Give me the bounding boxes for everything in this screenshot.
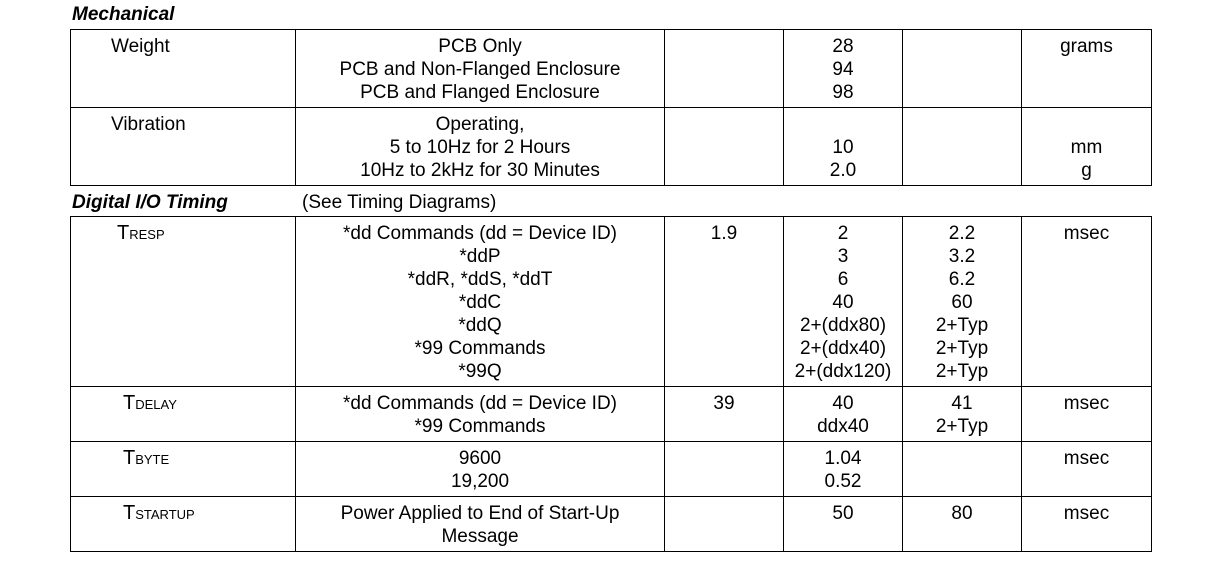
units-cell xyxy=(1022,497,1152,552)
max-value-cell-line: 2+Typ xyxy=(935,416,989,437)
conditions-cell-line: Operating, xyxy=(435,114,525,135)
parameter-subscript: BYTE xyxy=(135,452,170,467)
units-cell-line: grams xyxy=(1060,36,1113,57)
max-value-cell-line: 6.2 xyxy=(948,269,976,290)
min-value-cell xyxy=(665,30,784,108)
mechanical-spec-table xyxy=(70,29,1152,186)
parameter-cell xyxy=(71,497,296,552)
conditions-cell-line: Message xyxy=(441,526,519,547)
table-row xyxy=(71,217,1152,387)
typ-value-cell-line: 10 xyxy=(832,137,854,158)
max-value-cell-line: 60 xyxy=(951,292,973,313)
parameter-subscript: RESP xyxy=(129,227,165,242)
typ-value-cell xyxy=(784,442,903,497)
max-value-cell-line: 41 xyxy=(951,393,973,414)
units-cell xyxy=(1022,442,1152,497)
units-cell-line: msec xyxy=(1063,448,1110,469)
table-row xyxy=(71,442,1152,497)
typ-value-cell xyxy=(784,108,903,186)
conditions-cell-line: PCB Only xyxy=(438,36,522,57)
conditions-cell-line: *ddQ xyxy=(458,315,502,336)
typ-value-cell-line: 94 xyxy=(832,59,854,80)
conditions-cell xyxy=(296,387,665,442)
conditions-cell xyxy=(296,217,665,387)
max-value-cell xyxy=(903,387,1022,442)
table-row xyxy=(71,497,1152,552)
units-cell-line: msec xyxy=(1063,393,1110,414)
units-cell-line: mm xyxy=(1070,137,1103,158)
parameter-subscript: STARTUP xyxy=(135,507,195,522)
units-cell xyxy=(1022,108,1152,186)
parameter-subscript: DELAY xyxy=(135,397,177,412)
max-value-cell-line: 2+Typ xyxy=(935,338,989,359)
typ-value-cell-line: 2.0 xyxy=(829,160,857,181)
parameter-cell xyxy=(71,30,296,108)
parameter-cell xyxy=(71,387,296,442)
max-value-cell xyxy=(903,30,1022,108)
conditions-cell-line: *ddR, *ddS, *ddT xyxy=(407,269,553,290)
max-value-cell xyxy=(903,442,1022,497)
parameter-cell xyxy=(71,108,296,186)
min-value-cell xyxy=(665,387,784,442)
parameter-cell xyxy=(71,217,296,387)
units-cell xyxy=(1022,30,1152,108)
parameter-cell xyxy=(71,442,296,497)
typ-value-cell-line: 0.52 xyxy=(824,471,862,492)
typ-value-cell xyxy=(784,30,903,108)
typ-value-cell-line: 40 xyxy=(832,292,854,313)
conditions-cell xyxy=(296,442,665,497)
max-value-cell xyxy=(903,497,1022,552)
conditions-cell-line: *ddP xyxy=(459,246,501,267)
typ-value-cell xyxy=(784,387,903,442)
conditions-cell xyxy=(296,497,665,552)
conditions-cell-line: *dd Commands (dd = Device ID) xyxy=(342,223,618,244)
parameter-symbol: T xyxy=(117,222,130,244)
min-value-cell xyxy=(665,497,784,552)
conditions-cell-line: *99 Commands xyxy=(414,338,546,359)
min-value-cell xyxy=(665,108,784,186)
units-cell-line: msec xyxy=(1063,503,1110,524)
conditions-cell-line: *99 Commands xyxy=(414,416,546,437)
units-cell-line: g xyxy=(1081,160,1092,181)
timing-diagrams-note: (See Timing Diagrams) xyxy=(302,192,497,213)
conditions-cell xyxy=(296,108,665,186)
typ-value-cell-line: 1.04 xyxy=(824,448,862,469)
conditions-cell-line: *dd Commands (dd = Device ID) xyxy=(342,393,618,414)
parameter-name: Weight xyxy=(111,36,170,57)
parameter-symbol: T xyxy=(123,447,136,469)
table-row xyxy=(71,108,1152,186)
conditions-cell-line: PCB and Flanged Enclosure xyxy=(360,82,600,103)
min-value-cell-line: 39 xyxy=(713,393,735,414)
max-value-cell-line: 2+Typ xyxy=(935,361,989,382)
min-value-cell-line: 1.9 xyxy=(710,223,738,244)
conditions-cell-line: PCB and Non-Flanged Enclosure xyxy=(339,59,621,80)
section-heading-digital-io-timing: Digital I/O Timing xyxy=(72,192,228,213)
max-value-cell-line: 80 xyxy=(951,503,973,524)
typ-value-cell-line: 2+(ddx40) xyxy=(799,338,887,359)
conditions-cell-line: 5 to 10Hz for 2 Hours xyxy=(389,137,571,158)
min-value-cell xyxy=(665,217,784,387)
typ-value-cell-line: 2+(ddx120) xyxy=(794,361,892,382)
max-value-cell xyxy=(903,217,1022,387)
typ-value-cell-line: 2+(ddx80) xyxy=(799,315,887,336)
max-value-cell-line: 2+Typ xyxy=(935,315,989,336)
min-value-cell xyxy=(665,442,784,497)
conditions-cell-line: *99Q xyxy=(458,361,502,382)
parameter-symbol: T xyxy=(123,392,136,414)
table-row xyxy=(71,387,1152,442)
units-cell-line: msec xyxy=(1063,223,1110,244)
conditions-cell-line: 10Hz to 2kHz for 30 Minutes xyxy=(360,160,600,181)
section-heading-mechanical: Mechanical xyxy=(72,4,175,25)
units-cell xyxy=(1022,217,1152,387)
typ-value-cell-line: 50 xyxy=(832,503,854,524)
typ-value-cell-line: ddx40 xyxy=(817,416,869,437)
typ-value-cell-line: 40 xyxy=(832,393,854,414)
typ-value-cell-line: 2 xyxy=(837,223,849,244)
conditions-cell-line: 19,200 xyxy=(450,471,510,492)
units-cell xyxy=(1022,387,1152,442)
conditions-cell xyxy=(296,30,665,108)
typ-value-cell-line: 6 xyxy=(837,269,849,290)
typ-value-cell-line: 98 xyxy=(832,82,854,103)
conditions-cell-line: 9600 xyxy=(458,448,502,469)
typ-value-cell-line xyxy=(784,113,902,136)
typ-value-cell xyxy=(784,217,903,387)
parameter-name: Vibration xyxy=(111,114,186,135)
max-value-cell-line: 3.2 xyxy=(948,246,976,267)
digital-io-timing-table xyxy=(70,216,1152,552)
typ-value-cell-line: 28 xyxy=(832,36,854,57)
max-value-cell-line: 2.2 xyxy=(948,223,976,244)
parameter-symbol: T xyxy=(123,502,136,524)
table-row xyxy=(71,30,1152,108)
conditions-cell-line: Power Applied to End of Start-Up xyxy=(340,503,620,524)
max-value-cell xyxy=(903,108,1022,186)
typ-value-cell xyxy=(784,497,903,552)
typ-value-cell-line: 3 xyxy=(837,246,849,267)
units-cell-line xyxy=(1022,113,1151,136)
conditions-cell-line: *ddC xyxy=(458,292,502,313)
